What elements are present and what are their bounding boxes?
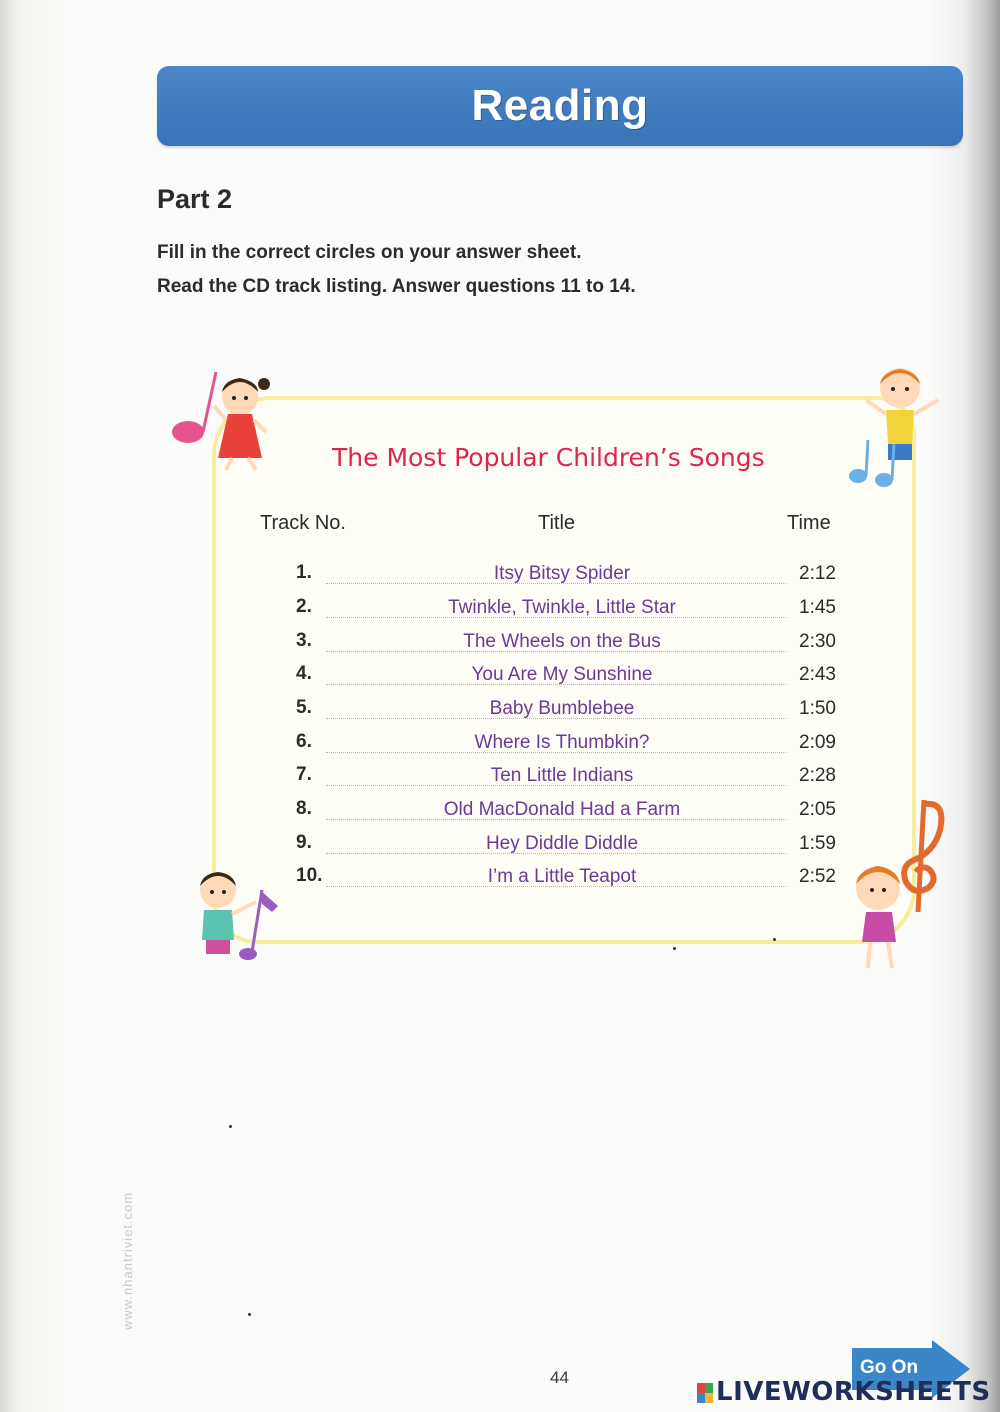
go-on-label[interactable]: Go On bbox=[860, 1357, 919, 1378]
track-time: 2:30 bbox=[799, 631, 836, 652]
track-number: 7. bbox=[296, 764, 326, 786]
scan-speck bbox=[229, 1125, 232, 1128]
track-row bbox=[296, 796, 836, 826]
track-title: Ten Little Indians bbox=[490, 765, 634, 786]
track-number: 2. bbox=[296, 596, 326, 618]
brand-name: LIVEWORKSHEETS bbox=[716, 1377, 991, 1407]
track-number: 1. bbox=[296, 562, 326, 584]
liveworksheets-logo-icon bbox=[697, 1383, 713, 1403]
song-list-title: The Most Popular Children’s Songs bbox=[332, 443, 765, 472]
track-number: 3. bbox=[296, 630, 326, 652]
track-time: 2:43 bbox=[799, 664, 836, 685]
track-time: 2:12 bbox=[799, 563, 836, 584]
instruction-line-2: Read the CD track listing. Answer questions 11 to 14. bbox=[157, 276, 636, 297]
track-time: 1:50 bbox=[799, 698, 836, 719]
track-number: 10. bbox=[296, 865, 326, 887]
column-header-time: Time bbox=[787, 512, 831, 534]
track-row bbox=[296, 661, 836, 691]
track-time: 2:05 bbox=[799, 799, 836, 820]
track-row bbox=[296, 863, 836, 893]
scan-speck bbox=[248, 1313, 251, 1316]
track-title: Itsy Bitsy Spider bbox=[493, 563, 631, 584]
track-title: Hey Diddle Diddle bbox=[485, 833, 639, 854]
reading-banner bbox=[157, 66, 963, 146]
track-title: Baby Bumblebee bbox=[489, 698, 635, 719]
scan-speck bbox=[773, 938, 776, 941]
track-time: 2:09 bbox=[799, 732, 836, 753]
scan-speck bbox=[673, 947, 676, 950]
track-time: 2:52 bbox=[799, 866, 836, 887]
track-number: 4. bbox=[296, 663, 326, 685]
track-row bbox=[296, 762, 836, 792]
page-number: 44 bbox=[550, 1368, 569, 1387]
track-time: 1:45 bbox=[799, 597, 836, 618]
track-title: The Wheels on the Bus bbox=[463, 631, 661, 652]
track-row bbox=[296, 695, 836, 725]
girl-with-treble-clef-illustration bbox=[848, 792, 954, 984]
instruction-line-1: Fill in the correct circles on your answer sheet. bbox=[157, 242, 582, 263]
track-title: You Are My Sunshine bbox=[471, 664, 653, 685]
publisher-watermark: www.nhantriviet.com bbox=[120, 1191, 135, 1330]
track-row bbox=[296, 594, 836, 624]
track-row bbox=[296, 560, 836, 590]
boy-with-flag-note-illustration bbox=[182, 862, 292, 966]
track-time: 1:59 bbox=[799, 833, 836, 854]
girl-with-music-note-illustration bbox=[166, 362, 276, 474]
part-title: Part 2 bbox=[157, 184, 233, 214]
track-row bbox=[296, 830, 836, 860]
track-row bbox=[296, 729, 836, 759]
column-header-track: Track No. bbox=[260, 512, 346, 534]
track-title: Where Is Thumbkin? bbox=[474, 732, 650, 753]
track-number: 9. bbox=[296, 832, 326, 854]
track-number: 5. bbox=[296, 697, 326, 719]
track-row bbox=[296, 628, 836, 658]
track-number: 6. bbox=[296, 731, 326, 753]
column-header-title: Title bbox=[538, 512, 576, 534]
track-time: 2:28 bbox=[799, 765, 836, 786]
track-title: Twinkle, Twinkle, Little Star bbox=[448, 597, 676, 618]
track-title: I’m a Little Teapot bbox=[487, 866, 637, 887]
banner-title: Reading bbox=[471, 81, 649, 130]
track-title: Old MacDonald Had a Farm bbox=[443, 799, 681, 820]
track-number: 8. bbox=[296, 798, 326, 820]
boy-with-music-notes-illustration bbox=[838, 364, 948, 488]
